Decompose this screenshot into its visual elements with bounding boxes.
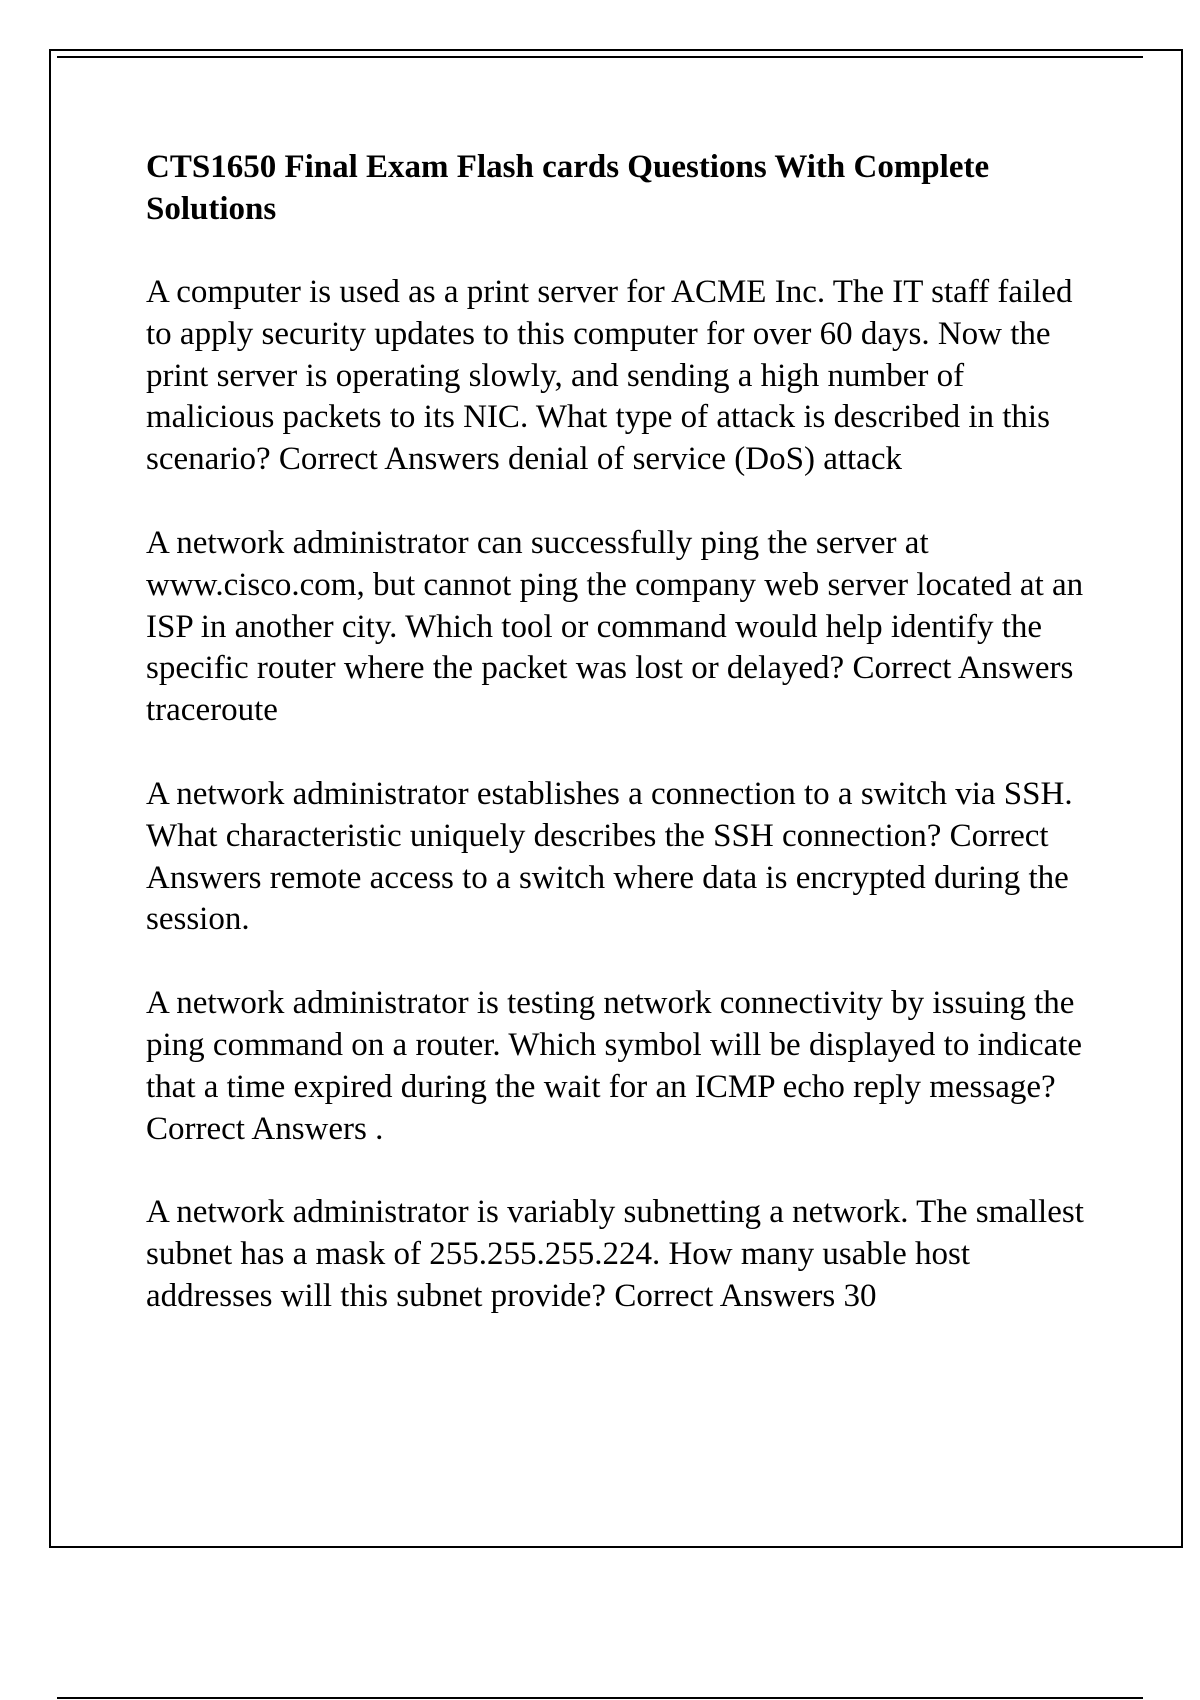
answer-label: Correct Answers [614,1277,836,1314]
qa-item-4 [146,983,1096,1150]
question-text: A network administrator establishes a connection to a switch via SSH. What characteristic uniquely describes the SSH connection? [146,775,1073,854]
answer-label: Correct Answers [146,817,1056,896]
question-text: A network administrator is variably subnetting a network. The smallest subnet has a mask of 255.255.255.224. How many usable host addresses will this subnet provide? [146,1194,1084,1314]
qa-item-5 [146,1192,1096,1317]
qa-item-2 [146,523,1096,732]
answer-text: traceroute [146,692,278,729]
answer-label: Correct Answers [852,650,1074,687]
question-text: A network administrator is testing network connectivity by issuing the ping command on a router. Which symbol will be displayed to indicate that a time expired during the wait for an ICMP echo reply message? [146,985,1083,1105]
bottom-rule [57,1697,1143,1699]
qa-item-1 [146,272,1096,481]
answer-text: denial of service (DoS) attack [507,441,902,478]
answer-label: Correct Answers [278,441,500,478]
answer-label: Correct Answers [146,1110,367,1147]
question-text: A network administrator can successfully ping the server at www.cisco.com, but cannot ping the company web server located at an ISP in another city. Which tool or command would help identify the specific router where the packet was lost or delayed? [146,524,1084,687]
document-body [146,146,1096,1360]
answer-text: 30 [843,1277,877,1314]
document-title: CTS1650 Final Exam Flash cards Questions With Complete Solutions [146,149,990,227]
answer-text: . [375,1110,384,1147]
question-text: A computer is used as a print server for ACME Inc. The IT staff failed to apply security updates to this computer for over 60 days. Now the print server is operating slowly, and sending a high number of malicious packets to its NIC. What type of attack is described in this scenario? [146,274,1073,478]
qa-item-3 [146,774,1096,941]
answer-text: remote access to a switch where data is encrypted during the session. [146,859,1078,938]
top-rule [57,56,1143,58]
